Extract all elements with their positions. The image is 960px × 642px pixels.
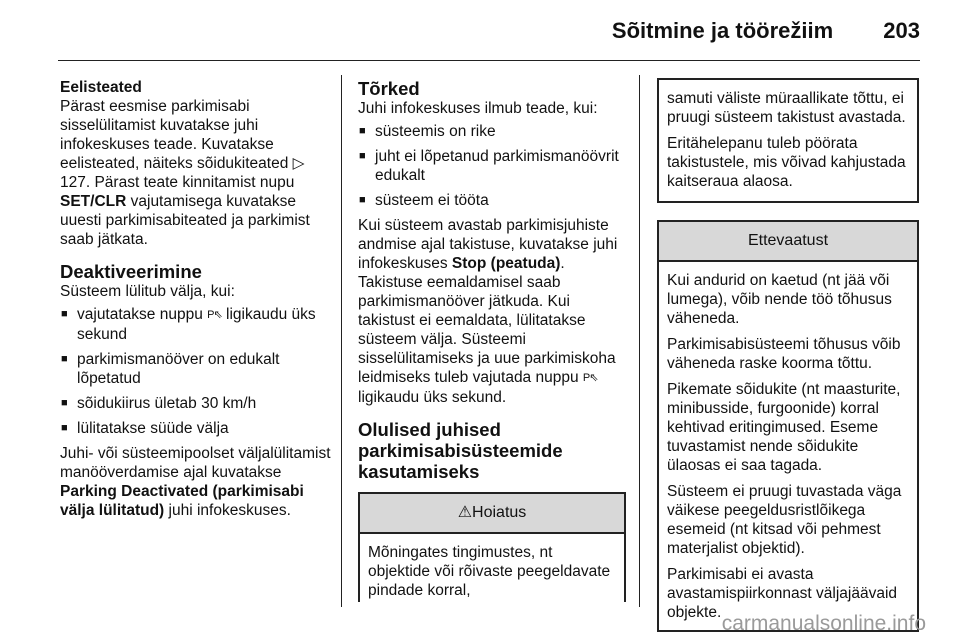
heading-deaktiveerimine: Deaktiveerimine (60, 261, 202, 282)
warning-box (358, 492, 626, 602)
column-left (60, 78, 332, 526)
list-item: ■ juht ei lõpetanud parkimismanöövrit edukalt (358, 147, 626, 185)
watermark: carmanualsonline.info (721, 612, 926, 635)
page-header (612, 18, 920, 44)
caution-box-body: Kui andurid on kaetud (nt jää või lumega), võib nende töö tõhusus väheneda. Parkimisabisüsteemi tõhusus võib väheneda raske koorma tõttu. Pikemate sõidukite (nt maasturite, minibusside, furgoonide) korral kehtivad eritingimused. Eseme tuvastamist nende sõidukite ülaosas ei saa tagada. Süsteem ei pruugi tuvastada väga väikese peegeldusristlõikega esemeid (nt kitsad või pehmest materjalist objektid). Parkimisabi ei avasta avastamispiirkonnast väljajäävaid objekte. (667, 272, 902, 621)
caution-box (657, 220, 919, 632)
fault-list (358, 122, 626, 210)
heading-eelisteated: Eelisteated (60, 79, 142, 96)
list-item: ■ vajutatakse nuppu P⇖ ligikaudu üks sekund (60, 305, 332, 344)
column-divider-1 (341, 75, 342, 607)
paragraph-obstacle: Kui süsteem avastab parkimisjuhiste andmise ajal takistuse, kuvatakse juhi infokeskuses Stop (peatuda). Takistuse eemaldamisel saab parkimismanööver jätkuda. Kui takistust ei eemaldata, lülitatakse süsteem välja. Süsteemi sisselülitamiseks ja uue parkimiskoha leidmiseks tuleb vajutada nuppu P⇖ ligikaudu üks sekund. (358, 217, 618, 406)
paragraph-eelisteated: Pärast eesmise parkimisabi sisselülitamist kuvatakse juhi infokeskuses teade. Kuvatakse eelisteated, näiteks sõidukiteated ▷ 127. Pärast teate kinnitamist nupu SET/CLR vajutamisega kuvatakse uuesti parkimisabiteated ja parkimist saab jätkata. (60, 98, 310, 248)
list-item: ■ parkimismanööver on edukalt lõpetatud (60, 350, 332, 388)
column-divider-2 (639, 75, 640, 607)
warning-box-body: Mõningates tingimustes, nt objektide või rõivaste peegeldavate pindade korral, (368, 544, 611, 599)
park-assist-button-icon: P⇖ (207, 309, 222, 321)
warning-box-continued: samuti väliste müraallikate tõttu, ei pruugi süsteem takistust avastada. Eritähelepanu tuleb pöörata takistustele, mis võivad kahjustada kaitseraua alaosa. (657, 78, 919, 203)
heading-torked: Tõrked (358, 78, 420, 99)
list-item: ■ süsteem ei tööta (358, 191, 626, 210)
warning-box-header: ⚠Hoiatus (360, 494, 624, 534)
triangle-right-icon: ▷ (292, 155, 305, 172)
paragraph-driver-deactivation: Juhi- või süsteemipoolset väljalülitamist manööverdamise ajal kuvatakse Parking Deactivated (parkimisabi välja lülitatud) juhi infokeskuses. (60, 445, 331, 519)
paragraph-deaktiveerimine: Süsteem lülitub välja, kui: (60, 283, 235, 300)
page-number: 203 (883, 18, 920, 43)
column-middle (358, 78, 626, 602)
warning-triangle-icon: ⚠ (457, 504, 473, 521)
section-title: Sõitmine ja töörežiim (611, 18, 834, 43)
list-item: ■ sõidukiirus ületab 30 km/h (60, 394, 332, 413)
list-item: ■ süsteemis on rike (358, 122, 626, 141)
deactivation-list (60, 305, 332, 438)
header-rule (58, 60, 920, 61)
column-right (657, 78, 919, 632)
park-assist-button-icon: P⇖ (582, 372, 598, 384)
paragraph-torked-intro: Juhi infokeskuses ilmub teade, kui: (358, 100, 598, 117)
caution-box-header: Ettevaatust (659, 222, 917, 262)
list-item: ■ lülitatakse süüde välja (60, 419, 332, 438)
heading-important-notes: Olulised juhised parkimisabisüsteemide kasutamiseks (358, 419, 563, 482)
